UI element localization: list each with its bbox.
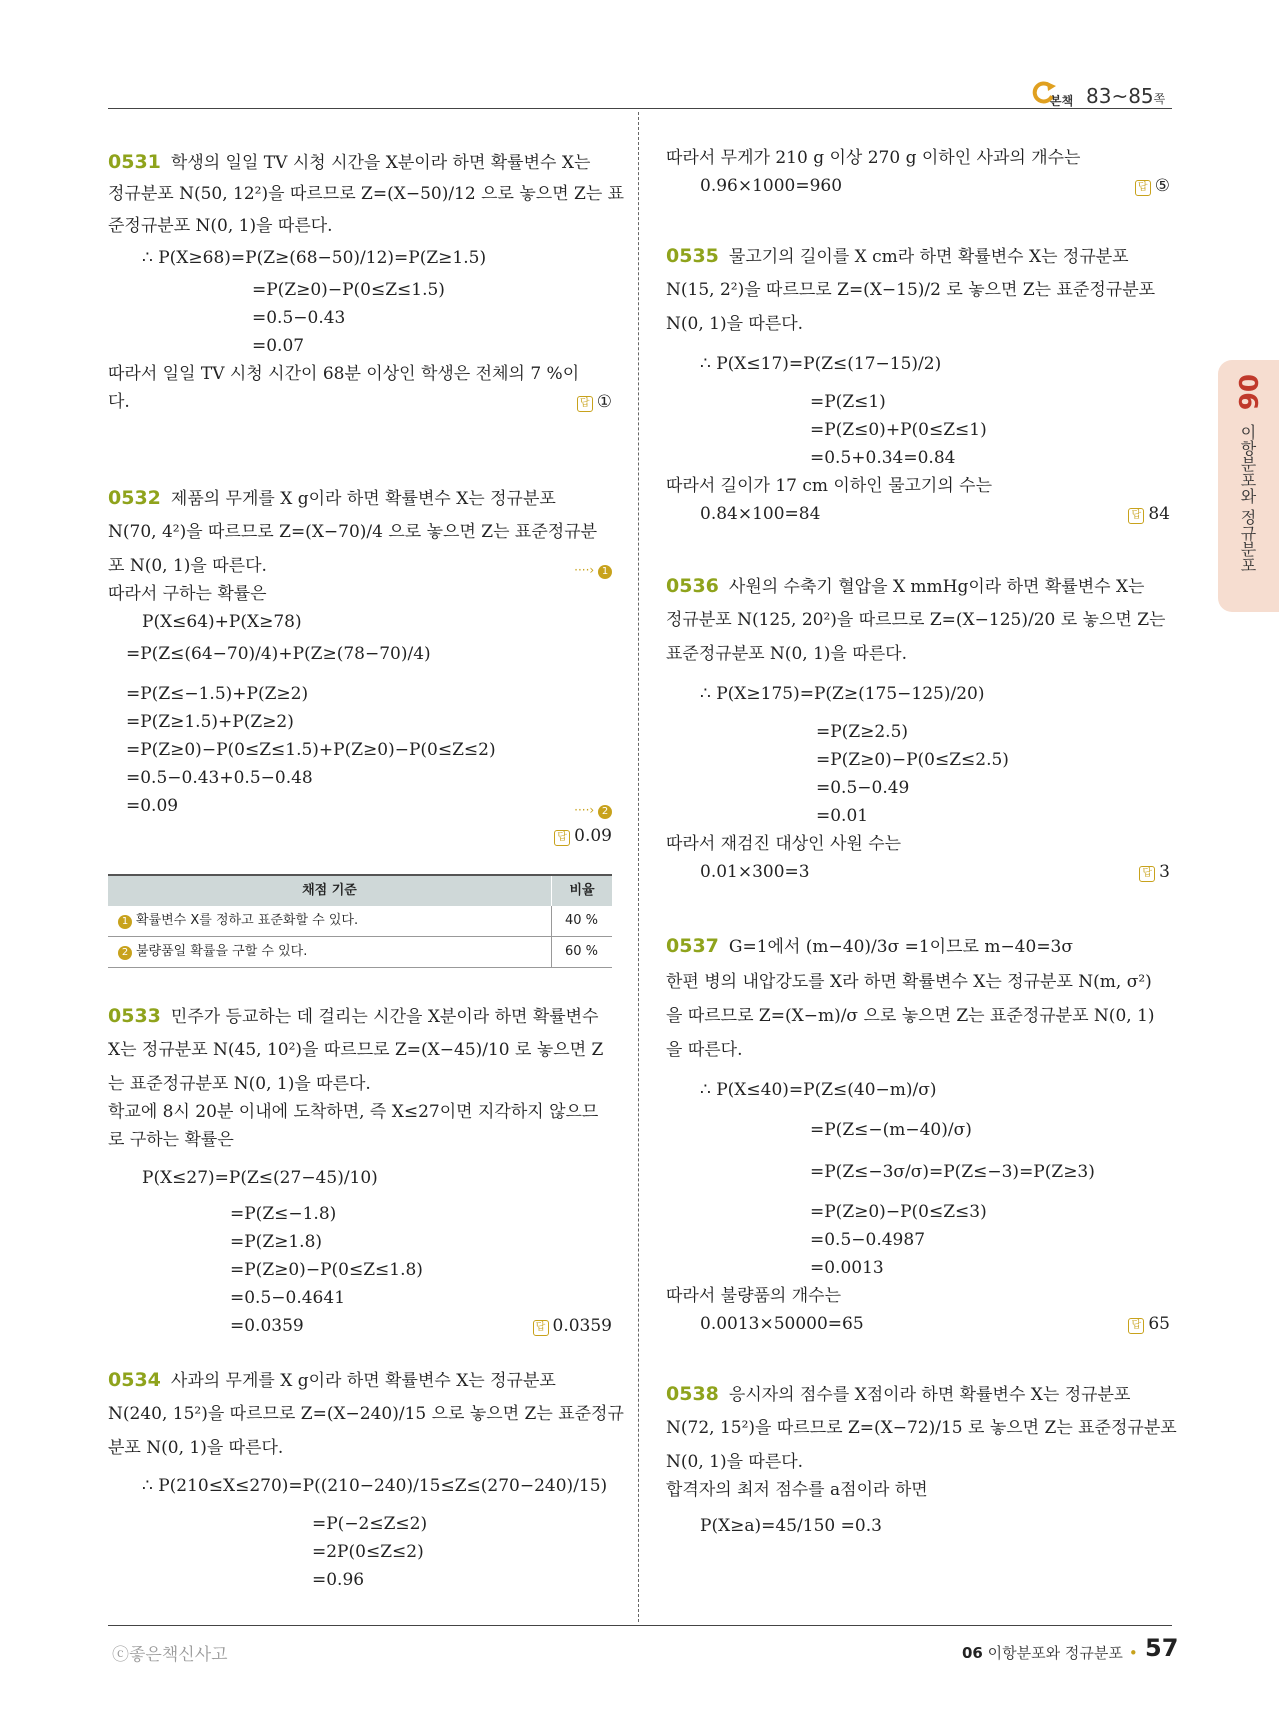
answer-icon: 답	[1128, 508, 1144, 524]
problem-0536-line1: 0536 사원의 수축기 혈압을 X mmHg이라 하면 확률변수 X는	[666, 575, 1145, 597]
answer: 답 84	[1128, 500, 1170, 528]
equation: =P(Z≥0)−P(0≤Z≤3)	[810, 1202, 987, 1222]
equation: =0.96	[312, 1570, 365, 1590]
column-divider	[638, 112, 639, 1622]
conclusion: 따라서 무게가 210 g 이상 270 g 이하인 사과의 개수는	[666, 148, 1081, 168]
problem-number: 0532	[108, 487, 161, 509]
header-rule	[108, 108, 1172, 109]
problem-0538-line4: 합격자의 최저 점수를 a점이라 하면	[666, 1480, 928, 1500]
problem-number: 0536	[666, 575, 719, 597]
equation: =0.01	[816, 806, 869, 826]
conclusion: 따라서 길이가 17 cm 이하인 물고기의 수는	[666, 476, 993, 496]
problem-0538-line3: N(0, 1)을 따른다.	[666, 1452, 804, 1472]
equation: =0.5−0.49	[816, 778, 910, 798]
problem-0535-line1: 0535 물고기의 길이를 X cm라 하면 확률변수 X는 정규분포	[666, 245, 1129, 267]
page-range: 83~85쪽	[1086, 84, 1166, 108]
equation: =0.5−0.43	[252, 308, 346, 328]
problem-0536-line3: 표준정규분포 N(0, 1)을 따른다.	[666, 644, 908, 664]
problem-number: 0535	[666, 245, 719, 267]
problem-0538-line2: N(72, 15²)을 따르므로 Z=(X−72)/15 로 놓으면 Z는 표준정규분포	[666, 1418, 1177, 1438]
equation: =0.5−0.4987	[810, 1230, 926, 1250]
equation: P(X≤27)=P(Z≤(27−45)/10)	[142, 1168, 378, 1188]
problem-0534-line1: 0534 사과의 무게를 X g이라 하면 확률변수 X는 정규분포	[108, 1369, 556, 1391]
problem-0537-line4: 을 따른다.	[666, 1040, 743, 1060]
equation: 0.0013×50000=65	[700, 1314, 864, 1334]
problem-0537-line2: 한편 병의 내압강도를 X라 하면 확률변수 X는 정규분포 N(m, σ²)	[666, 972, 1152, 992]
book-label: 본책	[1050, 94, 1074, 108]
problem-0533-line4: 학교에 8시 20분 이내에 도착하면, 즉 X≤27이면 지각하지 않으므	[108, 1102, 599, 1122]
equation: =0.5−0.43+0.5−0.48	[126, 768, 313, 788]
equation: =0.5−0.4641	[230, 1288, 346, 1308]
equation: =0.09	[126, 796, 179, 816]
problem-0534-line3: 분포 N(0, 1)을 따른다.	[108, 1438, 284, 1458]
problem-0537-line3: 을 따르므로 Z=(X−m)/σ 으로 놓으면 Z는 표준정규분포 N(0, 1)	[666, 1006, 1155, 1026]
conclusion: 다.	[108, 392, 130, 412]
problem-0533-line1: 0533 민주가 등교하는 데 걸리는 시간을 X분이라 하면 확률변수	[108, 1005, 599, 1027]
equation: 0.01×300=3	[700, 862, 810, 882]
equation: =P(Z≥1.5)+P(Z≥2)	[126, 712, 294, 732]
equation: =P(Z≤−3σ/σ)=P(Z≤−3)=P(Z≥3)	[810, 1162, 1095, 1182]
equation: =P(Z≥0)−P(0≤Z≤1.5)+P(Z≥0)−P(0≤Z≤2)	[126, 740, 496, 760]
right-column	[666, 140, 1177, 1620]
problem-0532-line3: 포 N(0, 1)을 따른다.	[108, 556, 267, 576]
scoring-criteria-table	[108, 874, 612, 968]
problem-0532-line2: N(70, 4²)을 따르므로 Z=(X−70)/4 으로 놓으면 Z는 표준정규분	[108, 522, 598, 542]
equation: P(X≤64)+P(X≥78)	[142, 612, 302, 632]
step-marker: ····› 2	[574, 796, 612, 824]
ratio-header: 비율	[552, 875, 613, 906]
equation: =2P(0≤Z≤2)	[312, 1542, 424, 1562]
problem-0531-line3: 준정규분포 N(0, 1)을 따른다.	[108, 216, 333, 236]
equation: =P(Z≤(64−70)/4)+P(Z≥(78−70)/4)	[126, 644, 431, 664]
problem-0533-line3: 는 표준정규분포 N(0, 1)을 따른다.	[108, 1074, 371, 1094]
equation: =0.0359	[230, 1316, 304, 1336]
problem-0535-line2: N(15, 2²)을 따르므로 Z=(X−15)/2 로 놓으면 Z는 표준정규분포	[666, 280, 1156, 300]
chapter-title: 이항분포와 정규분포	[1238, 424, 1257, 574]
conclusion: 따라서 불량품의 개수는	[666, 1286, 842, 1306]
problem-number: 0534	[108, 1369, 161, 1391]
answer-icon: 답	[533, 1320, 549, 1336]
conclusion: 따라서 재검진 대상인 사원 수는	[666, 834, 902, 854]
equation: =P(Z≤−1.5)+P(Z≥2)	[126, 684, 309, 704]
problem-number: 0538	[666, 1383, 719, 1405]
answer: 답 0.0359	[533, 1312, 612, 1340]
chapter-side-tab	[1218, 360, 1279, 612]
equation: =0.0013	[810, 1258, 884, 1278]
answer-icon: 답	[1135, 180, 1151, 196]
criteria-header: 채점 기준	[108, 875, 552, 906]
problem-0531-line2: 정규분포 N(50, 12²)을 따르므로 Z=(X−50)/12 으로 놓으면 Z는 표	[108, 184, 625, 204]
answer-icon: 답	[1128, 1318, 1144, 1334]
problem-0534-line2: N(240, 15²)을 따르므로 Z=(X−240)/15 으로 놓으면 Z는 표준정규	[108, 1404, 624, 1424]
chapter-number: 06	[1232, 374, 1262, 411]
problem-0531-line1: 0531 학생의 일일 TV 시청 시간을 X분이라 하면 확률변수 X는	[108, 151, 591, 173]
equation: ∴ P(X≥68)=P(Z≥(68−50)/12)=P(Z≥1.5)	[142, 248, 487, 268]
footer-chapter: 06 이항분포와 정규분포 •	[962, 1644, 1138, 1662]
answer: 답 65	[1128, 1310, 1170, 1338]
equation: =P(Z≤−1.8)	[230, 1204, 337, 1224]
equation: =P(Z≥0)−P(0≤Z≤2.5)	[816, 750, 1009, 770]
equation: ∴ P(210≤X≤270)=P((210−240)/15≤Z≤(270−240)/15)	[142, 1476, 608, 1496]
problem-0533-line2: X는 정규분포 N(45, 10²)을 따르므로 Z=(X−45)/10 로 놓으면 Z	[108, 1040, 604, 1060]
footer-rule	[108, 1625, 1172, 1626]
equation: =P(Z≤0)+P(0≤Z≤1)	[810, 420, 987, 440]
equation: =0.5+0.34=0.84	[810, 448, 956, 468]
equation: 0.96×1000=960	[700, 176, 843, 196]
equation: =P(Z≥2.5)	[816, 722, 909, 742]
problem-number: 0533	[108, 1005, 161, 1027]
conclusion: 따라서 일일 TV 시청 시간이 68분 이상인 학생은 전체의 7 %이	[108, 364, 580, 384]
equation: =P(−2≤Z≤2)	[312, 1514, 428, 1534]
equation: =P(Z≥0)−P(0≤Z≤1.8)	[230, 1260, 423, 1280]
problem-0535-line3: N(0, 1)을 따른다.	[666, 314, 804, 334]
answer-icon: 답	[1139, 866, 1155, 882]
problem-0532-line1: 0532 제품의 무게를 X g이라 하면 확률변수 X는 정규분포	[108, 487, 556, 509]
table-row: 1 확률변수 X를 정하고 표준화할 수 있다. 40 %	[108, 906, 612, 937]
problem-number: 0537	[666, 935, 719, 957]
answer: 답 0.09	[554, 822, 612, 850]
equation: 0.84×100=84	[700, 504, 821, 524]
equation: =P(Z≥1.8)	[230, 1232, 323, 1252]
equation: ∴ P(X≥175)=P(Z≥(175−125)/20)	[700, 684, 985, 704]
problem-0536-line2: 정규분포 N(125, 20²)을 따르므로 Z=(X−125)/20 로 놓으면 Z는	[666, 610, 1166, 630]
left-column	[108, 140, 625, 1620]
equation: =0.07	[252, 336, 305, 356]
equation: ∴ P(X≤40)=P(Z≤(40−m)/σ)	[700, 1080, 937, 1100]
equation: =P(Z≥0)−P(0≤Z≤1.5)	[252, 280, 445, 300]
answer: 답 3	[1139, 858, 1170, 886]
answer: 답 ①	[577, 388, 612, 416]
problem-0538-line1: 0538 응시자의 점수를 X점이라 하면 확률변수 X는 정규분포	[666, 1383, 1131, 1405]
problem-0533-line5: 로 구하는 확률은	[108, 1130, 234, 1150]
answer-icon: 답	[577, 396, 593, 412]
table-row: 2 불량품일 확률을 구할 수 있다. 60 %	[108, 937, 612, 968]
equation: P(X≥a)=45/150 =0.3	[700, 1516, 882, 1536]
equation: ∴ P(X≤17)=P(Z≤(17−15)/2)	[700, 354, 942, 374]
equation: =P(Z≤−(m−40)/σ)	[810, 1120, 972, 1140]
problem-0537-line1: 0537 G=1에서 (m−40)/3σ =1이므로 m−40=3σ	[666, 935, 1073, 957]
answer-icon: 답	[554, 830, 570, 846]
copyright: ⓒ좋은책신사고	[112, 1645, 228, 1665]
problem-number: 0531	[108, 151, 161, 173]
page-number: 57	[1145, 1634, 1179, 1662]
step-marker: ····› 1	[574, 556, 612, 584]
answer: 답 ⑤	[1135, 172, 1170, 200]
equation: =P(Z≤1)	[810, 392, 886, 412]
problem-0532-line4: 따라서 구하는 확률은	[108, 584, 267, 604]
